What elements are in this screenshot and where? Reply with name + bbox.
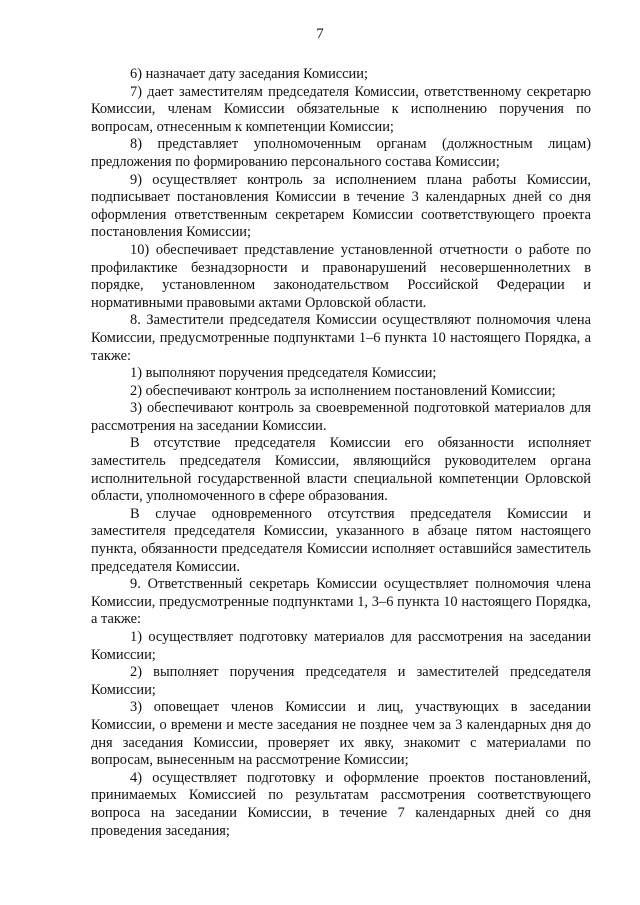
paragraph: 2) выполняет поручения председателя и заместителей председателя Комиссии;: [91, 664, 591, 698]
paragraph: 3) оповещает членов Комиссии и лиц, участвующих в заседании Комиссии, о времени и месте заседания не позднее чем за 3 календарных дня до дня заседания Комиссии, проверяет их явку, знакомит с материалами по вопросам, вынесенным на рассмотрение Комиссии;: [91, 699, 591, 769]
paragraph: 6) назначает дату заседания Комиссии;: [130, 66, 368, 82]
paragraph: 9. Ответственный секретарь Комиссии осуществляет полномочия члена Комиссии, предусмотренные подпунктами 1, 3–6 пункта 10 настоящего Порядка, а также:: [91, 576, 591, 628]
paragraph: 8. Заместители председателя Комиссии осуществляют полномочия члена Комиссии, предусмотренные подпунктами 1–6 пункта 10 настоящего Порядка, а также:: [91, 312, 591, 364]
paragraph: В отсутствие председателя Комиссии его обязанности исполняет заместитель председателя Комиссии, являющийся руководителем органа исполнительной государственной власти специальной компетенции Орловской области, уполномоченного в сфере образования.: [91, 435, 591, 505]
paragraph: 1) осуществляет подготовку материалов для рассмотрения на заседании Комиссии;: [91, 629, 591, 663]
paragraph: 2) обеспечивают контроль за исполнением постановлений Комиссии;: [130, 382, 556, 399]
paragraph: 8) представляет уполномоченным органам (должностным лицам) предложения по формированию персонального состава Комиссии;: [91, 136, 591, 170]
paragraph: 4) осуществляет подготовку и оформление проектов постановлений, принимаемых Комиссией по результатам рассмотрения соответствующего вопроса на заседании Комиссии, в течение 7 календарных дней со дня проведения заседания;: [91, 769, 591, 839]
paragraph: 3) обеспечивают контроль за своевременной подготовкой материалов для рассмотрения на заседании Комиссии.: [91, 400, 591, 434]
page-number: 7: [316, 26, 324, 42]
document-body: [91, 66, 591, 840]
paragraph: 1) выполняют поручения председателя Комиссии;: [130, 365, 437, 382]
paragraph: 10) обеспечивает представление установленной отчетности о работе по профилактике безнадзорности и правонарушений несовершеннолетних в порядке, установленном законодательством Российской Федерации и нормативными правовыми актами Орловской области.: [91, 241, 591, 311]
paragraph: 9) осуществляет контроль за исполнением плана работы Комиссии, подписывает постановления Комиссии в течение 3 календарных дней со дня оформления ответственным секретарем Комиссии соответствующего проекта постановления Комиссии;: [91, 171, 591, 241]
paragraph: В случае одновременного отсутствия председателя Комиссии и заместителя председателя Комиссии, указанного в абзаце пятом настоящего пункта, обязанности председателя Комиссии исполняет оставшийся заместитель председателя Комиссии.: [91, 505, 591, 575]
paragraph: 7) дает заместителям председателя Комиссии, ответственному секретарю Комиссии, членам Комиссии обязательные к исполнению поручения по вопросам, отнесенным к компетенции Комиссии;: [91, 83, 591, 135]
